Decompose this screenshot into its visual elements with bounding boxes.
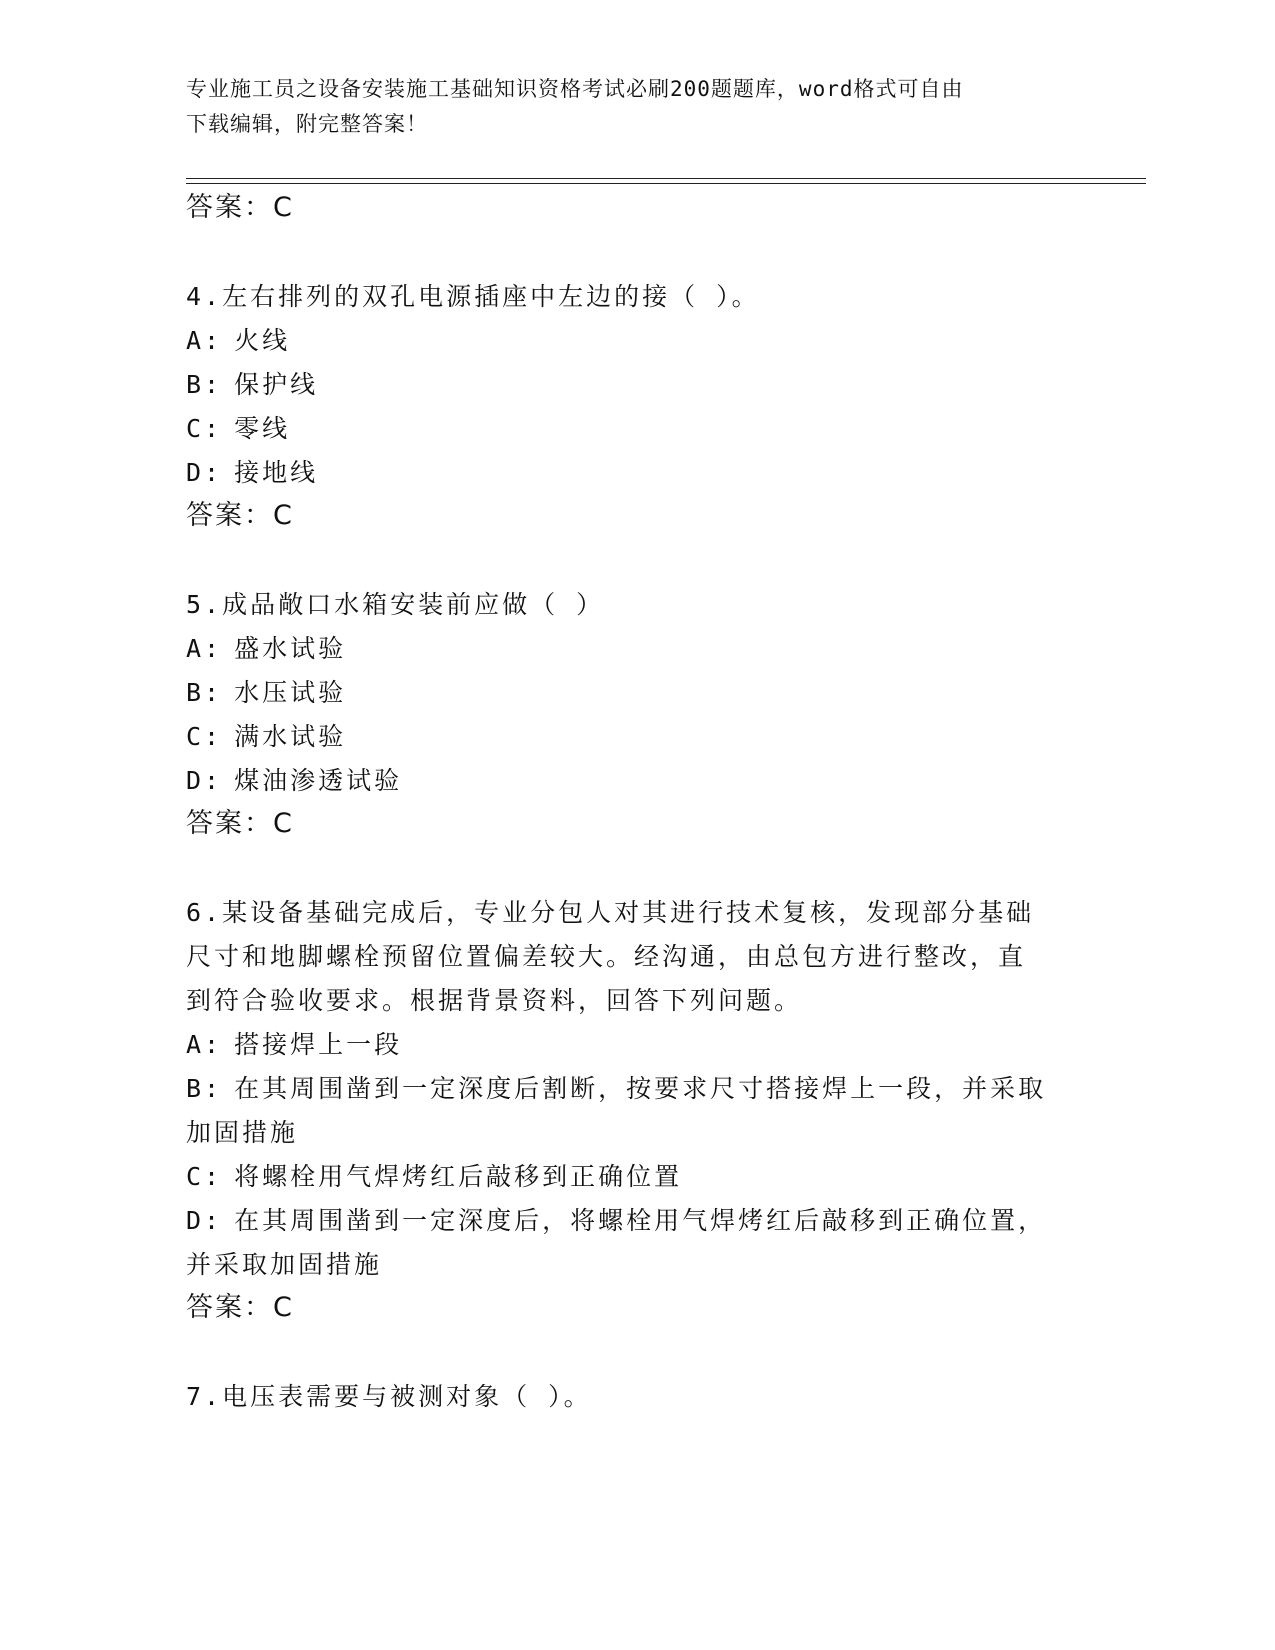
option-text: 搭接焊上一段 xyxy=(234,1030,403,1059)
option-text: 保护线 xyxy=(234,370,319,399)
question-6-option-c xyxy=(186,1162,1086,1192)
option-label: C: xyxy=(186,414,223,443)
option-text: 将螺栓用气焊烤红后敲移到正确位置 xyxy=(234,1162,683,1191)
question-6-text-line-1: 6.某设备基础完成后，专业分包人对其进行技术复核，发现部分基础 xyxy=(186,898,1035,927)
question-6-option-b xyxy=(186,1074,1086,1104)
question-5-option-d xyxy=(186,766,1086,796)
question-4-option-a xyxy=(186,326,1086,356)
option-label: A: xyxy=(186,326,223,355)
question-6-text-line-2: 尺寸和地脚螺栓预留位置偏差较大。经沟通，由总包方进行整改，直 xyxy=(186,942,1027,971)
option-label: C: xyxy=(186,1162,223,1191)
option-text: 满水试验 xyxy=(234,722,347,751)
question-4-option-c xyxy=(186,414,1086,444)
answer-q4: 答案：C xyxy=(186,500,294,531)
header-divider-bottom xyxy=(186,183,1146,184)
header-line-2: 下载编辑，附完整答案！ xyxy=(186,112,428,136)
question-4-text: 4.左右排列的双孔电源插座中左边的接（ ）。 xyxy=(186,282,760,311)
header-divider-top xyxy=(186,178,1146,179)
question-5-option-c xyxy=(186,722,1086,752)
option-label: B: xyxy=(186,1074,223,1103)
header-line-1: 专业施工员之设备安装施工基础知识资格考试必刷200题题库，word格式可自由 xyxy=(186,77,964,101)
option-text: 水压试验 xyxy=(234,678,347,707)
option-text: 在其周围凿到一定深度后割断，按要求尺寸搭接焊上一段，并采取 xyxy=(234,1074,1047,1103)
option-label: A: xyxy=(186,634,223,663)
option-label: A: xyxy=(186,1030,223,1059)
option-label: D: xyxy=(186,766,223,795)
question-7-text: 7.电压表需要与被测对象（ ）。 xyxy=(186,1382,592,1411)
option-label: D: xyxy=(186,458,223,487)
question-6-text-line-3: 到符合验收要求。根据背景资料，回答下列问题。 xyxy=(186,986,803,1015)
option-label: B: xyxy=(186,370,223,399)
answer-q6: 答案：C xyxy=(186,1292,294,1323)
answer-q3: 答案：C xyxy=(186,192,294,223)
question-6-option-b-continued: 加固措施 xyxy=(186,1118,299,1147)
option-text: 盛水试验 xyxy=(234,634,347,663)
question-6-option-d-continued: 并采取加固措施 xyxy=(186,1250,383,1279)
question-6-option-a xyxy=(186,1030,1086,1060)
question-5-text: 5.成品敞口水箱安装前应做（ ） xyxy=(186,590,605,619)
document-header xyxy=(186,72,1066,142)
option-text: 煤油渗透试验 xyxy=(234,766,403,795)
question-4-option-d xyxy=(186,458,1086,488)
option-text: 接地线 xyxy=(234,458,319,487)
question-4-option-b xyxy=(186,370,1086,400)
answer-q5: 答案：C xyxy=(186,808,294,839)
option-text: 火线 xyxy=(234,326,291,355)
option-text: 零线 xyxy=(234,414,291,443)
option-label: D: xyxy=(186,1206,223,1235)
question-5-option-a xyxy=(186,634,1086,664)
option-label: B: xyxy=(186,678,223,707)
question-5-option-b xyxy=(186,678,1086,708)
question-6-option-d xyxy=(186,1206,1086,1236)
option-label: C: xyxy=(186,722,223,751)
option-text: 在其周围凿到一定深度后，将螺栓用气焊烤红后敲移到正确位置， xyxy=(234,1206,1047,1235)
